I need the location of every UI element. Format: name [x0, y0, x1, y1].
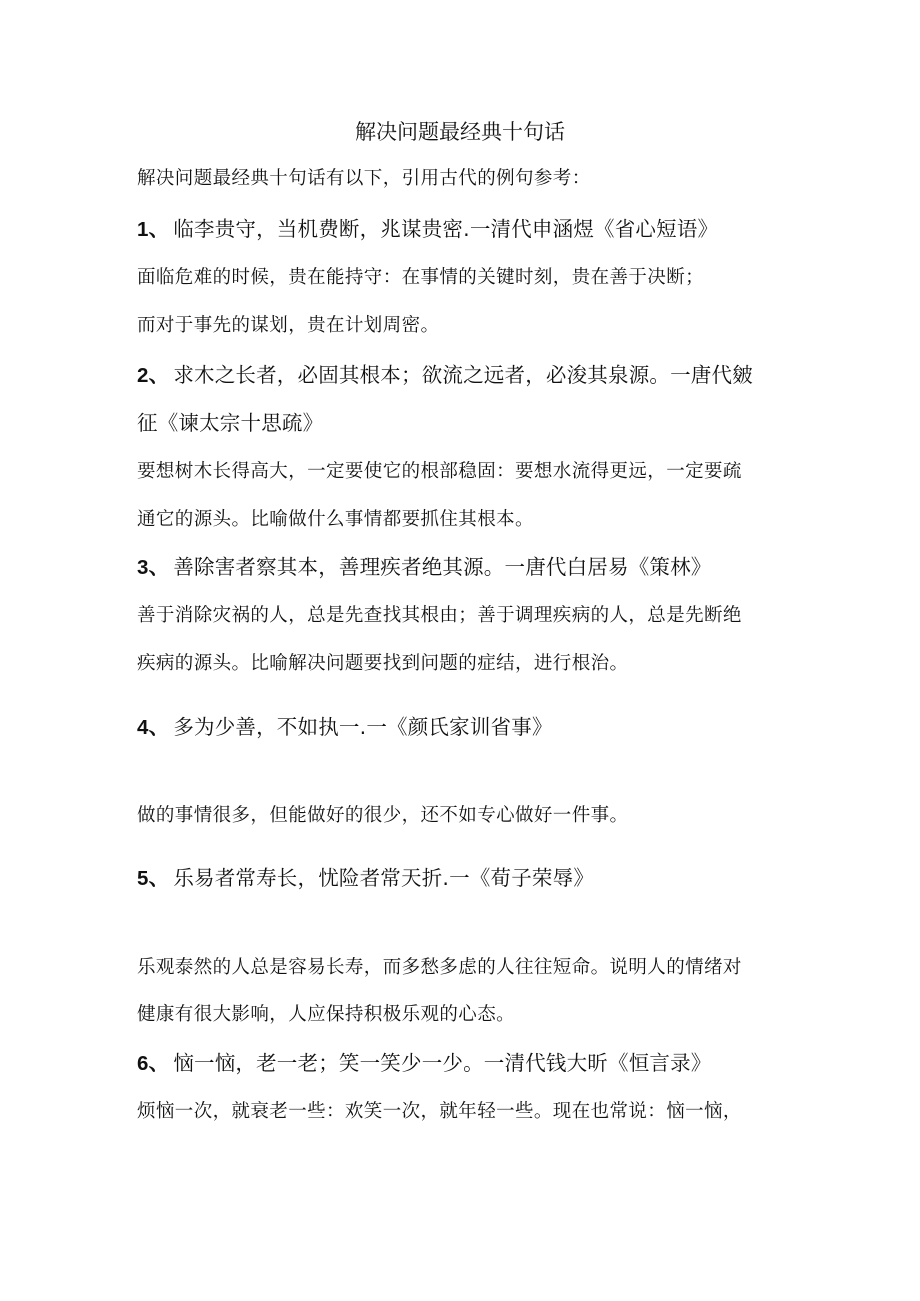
explanation-line: 疾病的源头。比喻解决问题要找到问题的症结，进行根治。: [137, 653, 629, 674]
explanation-line: 通它的源头。比喻做什么事情都要抓住其根本。: [137, 509, 534, 530]
intro-paragraph: 解决问题最经典十句话有以下，引用古代的例句参考：: [137, 168, 591, 189]
quote-heading-1: [137, 215, 718, 244]
item-number: 6、: [137, 1052, 170, 1075]
explanation-line: 善于消除灾祸的人，总是先查找其根由；善于调理疾病的人，总是先断绝: [137, 605, 742, 626]
item-number: 4、: [137, 716, 170, 739]
document-title: 解决问题最经典十句话: [355, 120, 565, 144]
explanation-line: 而对于事先的谋划，贵在计划周密。: [137, 315, 440, 336]
explanation-line: 乐观泰然的人总是容易长寿，而多愁多虑的人往往短命。说明人的情绪对: [137, 957, 742, 978]
item-number: 5、: [137, 867, 170, 890]
quote-text: 恼一恼，老一老；笑一笑少一少。一清代钱大昕《恒言录》: [173, 1051, 712, 1075]
quote-heading-6: [137, 1049, 712, 1078]
quote-text: 乐易者常寿长，忧险者常天折.一《荀子荣辱》: [173, 866, 595, 890]
item-number: 2、: [137, 364, 170, 387]
explanation-line: 健康有很大影响，人应保持积极乐观的心态。: [137, 1004, 516, 1025]
quote-text: 求木之长者，必固其根本；欲流之远者，必浚其泉源。一唐代皴: [173, 363, 753, 387]
quote-text: 临李贵守，当机费断，兆谋贵密.一清代申涵煜《省心短语》: [173, 217, 719, 241]
quote-heading-3: [137, 553, 712, 582]
quote-text: 善除害者察其本，善理疾者绝其源。一唐代白居易《策林》: [173, 555, 712, 579]
explanation-line: 要想树木长得高大，一定要使它的根部稳固：要想水流得更远，一定要疏: [137, 461, 742, 482]
quote-heading-2: [137, 361, 753, 390]
explanation-line: 烦恼一次，就衰老一些：欢笑一次，就年轻一些。现在也常说：恼一恼，: [137, 1101, 742, 1122]
quote-text: 多为少善，不如执一.一《颜氏家训省事》: [173, 715, 553, 739]
quote-heading-4: [137, 713, 553, 742]
item-number: 3、: [137, 556, 170, 579]
explanation-line: 做的事情很多，但能做好的很少，还不如专心做好一件事。: [137, 805, 629, 826]
quote-heading-continuation: 征《谏太宗十思疏》: [137, 411, 324, 435]
item-number: 1、: [137, 218, 170, 241]
explanation-line: 面临危难的时候，贵在能持守：在事情的关键时刻，贵在善于决断；: [137, 267, 705, 288]
quote-heading-5: [137, 864, 594, 893]
